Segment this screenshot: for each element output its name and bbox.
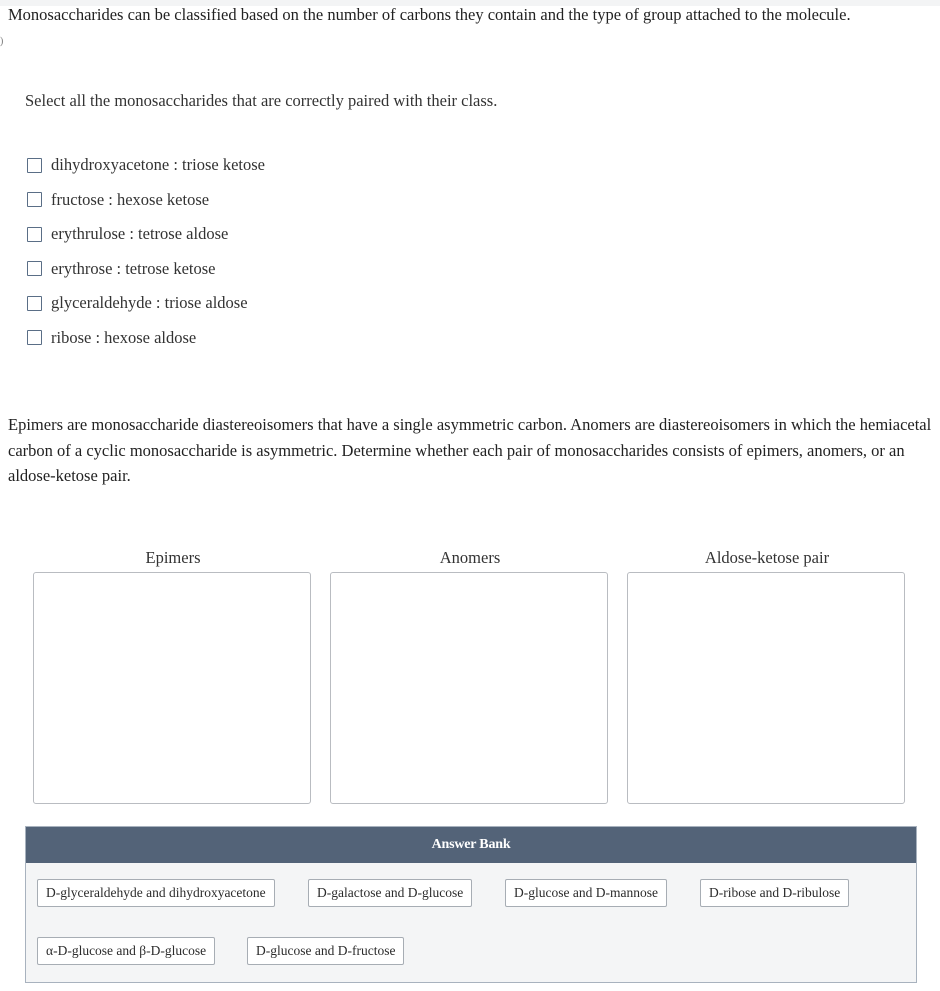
option-label: fructose : hexose ketose	[51, 189, 210, 209]
gutter-mark: )	[0, 36, 4, 47]
answer-chip[interactable]: D-ribose and D-ribulose	[700, 879, 849, 907]
checkbox[interactable]	[27, 296, 42, 311]
bin-heading-aldose-ketose: Aldose-ketose pair	[704, 548, 830, 567]
bin-heading-epimers: Epimers	[145, 548, 201, 567]
checkbox-list	[27, 148, 265, 355]
checkbox[interactable]	[27, 261, 42, 276]
option-label: ribose : hexose aldose	[51, 327, 197, 347]
option-label: erythrose : tetrose ketose	[51, 258, 216, 278]
option-glyceraldehyde[interactable]	[27, 286, 265, 321]
checkbox[interactable]	[27, 158, 42, 173]
option-erythrose[interactable]	[27, 252, 265, 287]
question1-prompt: Select all the monosaccharides that are correctly paired with their class.	[25, 91, 498, 110]
intro-text: Monosaccharides can be classified based on the number of carbons they contain and the type of group attached to the molecule.	[8, 5, 851, 24]
option-erythrulose[interactable]	[27, 217, 265, 252]
question2-prompt: Epimers are monosaccharide diastereoisomers that have a single asymmetric carbon. Anomers are diastereoisomers in which the hemiacetal carbon of a cyclic monosaccharide is asymmetric. Determine whether each pair of monosaccharides consists of epimers, anomers, or an aldose-ketose pair.	[8, 415, 932, 485]
answer-chip[interactable]: D-galactose and D-glucose	[308, 879, 472, 907]
answer-chip[interactable]: D-glucose and D-mannose	[505, 879, 667, 907]
option-dihydroxyacetone[interactable]	[27, 148, 265, 183]
option-label: erythrulose : tetrose aldose	[51, 224, 229, 244]
option-ribose[interactable]	[27, 321, 265, 356]
checkbox[interactable]	[27, 227, 42, 242]
drop-zone-anomers[interactable]	[330, 572, 608, 804]
checkbox[interactable]	[27, 330, 42, 345]
answer-chip[interactable]: D-glucose and D-fructose	[247, 937, 404, 965]
answer-chip[interactable]: D-glyceraldehyde and dihydroxyacetone	[37, 879, 275, 907]
checkbox[interactable]	[27, 192, 42, 207]
option-label: dihydroxyacetone : triose ketose	[51, 155, 265, 175]
answer-chip[interactable]: α-D-glucose and β-D-glucose	[37, 937, 215, 965]
answer-bank-title: Answer Bank	[26, 827, 916, 863]
bin-heading-anomers: Anomers	[439, 548, 501, 567]
answer-bank	[25, 826, 917, 983]
option-label: glyceraldehyde : triose aldose	[51, 293, 248, 313]
option-fructose[interactable]	[27, 183, 265, 218]
drop-zone-epimers[interactable]	[33, 572, 311, 804]
drop-zone-aldose-ketose[interactable]	[627, 572, 905, 804]
